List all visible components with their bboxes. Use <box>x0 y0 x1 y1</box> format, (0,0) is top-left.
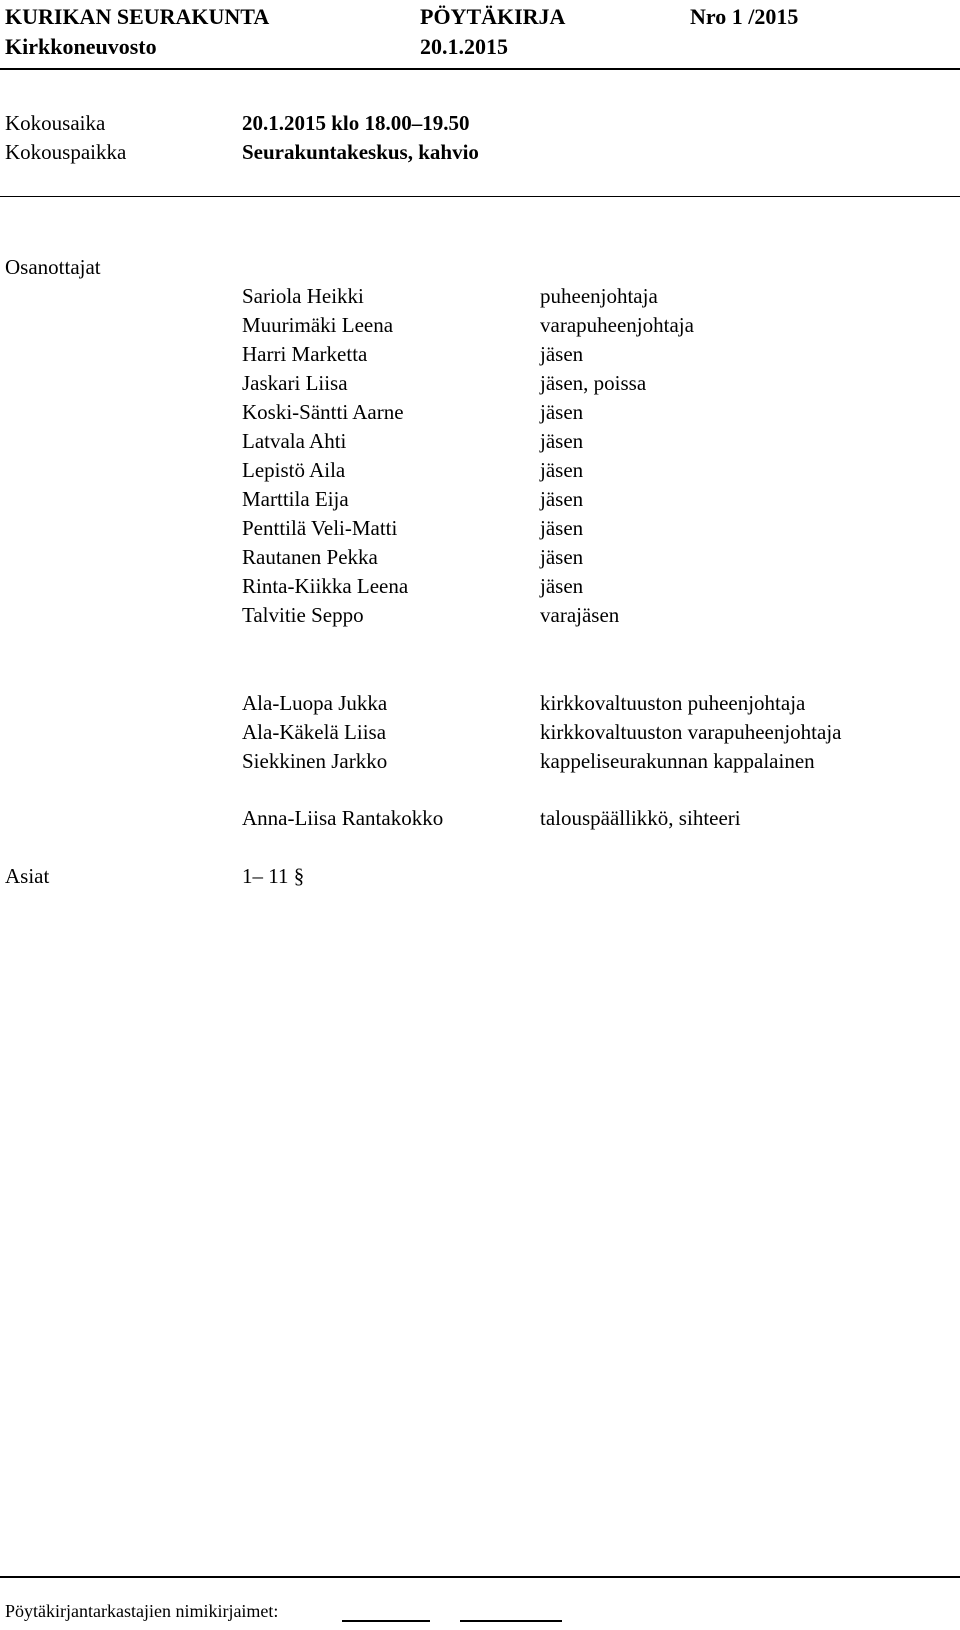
document-date: 20.1.2015 <box>420 34 508 59</box>
member-row <box>0 602 960 631</box>
secretary-name: Anna-Liisa Rantakokko <box>242 806 444 830</box>
meeting-place-value: Seurakuntakeskus, kahvio <box>242 140 479 164</box>
member-role: jäsen <box>540 458 584 482</box>
footer-rule <box>0 1576 960 1578</box>
member-role: jäsen, poissa <box>540 371 647 395</box>
attendee-name: Ala-Käkelä Liisa <box>242 720 387 744</box>
member-name: Penttilä Veli-Matti <box>242 516 398 540</box>
member-name: Jaskari Liisa <box>242 371 348 395</box>
meeting-rule <box>0 196 960 197</box>
member-role: jäsen <box>540 400 584 424</box>
member-row <box>0 341 960 370</box>
attendee-row <box>0 719 960 748</box>
meeting-place-label: Kokouspaikka <box>5 140 127 164</box>
member-row <box>0 515 960 544</box>
meeting-time-value: 20.1.2015 klo 18.00–19.50 <box>242 111 470 135</box>
member-role: jäsen <box>540 516 584 540</box>
matters-range: 1– 11 § <box>242 864 305 888</box>
member-row <box>0 457 960 486</box>
member-row <box>0 312 960 341</box>
secretary-role: talouspäällikkö, sihteeri <box>540 806 741 830</box>
member-role: jäsen <box>540 487 584 511</box>
attendee-role: kirkkovaltuuston varapuheenjohtaja <box>540 720 842 744</box>
member-role: jäsen <box>540 545 584 569</box>
member-role: jäsen <box>540 574 584 598</box>
attendee-role: kirkkovaltuuston puheenjohtaja <box>540 691 806 715</box>
member-role: varajäsen <box>540 603 620 627</box>
member-row <box>0 370 960 399</box>
member-role: puheenjohtaja <box>540 284 658 308</box>
org-name: KURIKAN SEURAKUNTA <box>5 4 270 29</box>
member-row <box>0 573 960 602</box>
document-type: PÖYTÄKIRJA <box>420 4 566 29</box>
member-role: varapuheenjohtaja <box>540 313 694 337</box>
signature-line-2[interactable] <box>460 1620 562 1622</box>
attendee-row <box>0 748 960 777</box>
document-number: Nro 1 /2015 <box>690 4 799 29</box>
attendee-name: Siekkinen Jarkko <box>242 749 388 773</box>
member-name: Latvala Ahti <box>242 429 347 453</box>
member-name: Rautanen Pekka <box>242 545 378 569</box>
member-row <box>0 486 960 515</box>
meeting-time-label: Kokousaika <box>5 111 106 135</box>
attendee-name: Ala-Luopa Jukka <box>242 691 388 715</box>
member-row <box>0 399 960 428</box>
member-name: Koski-Säntti Aarne <box>242 400 404 424</box>
attendee-row <box>0 690 960 719</box>
member-name: Rinta-Kiikka Leena <box>242 574 409 598</box>
governing-body: Kirkkoneuvosto <box>5 34 157 59</box>
member-row <box>0 428 960 457</box>
participants-label: Osanottajat <box>5 255 101 279</box>
matters-label: Asiat <box>5 864 50 888</box>
secretary-row <box>0 805 960 834</box>
signature-label: Pöytäkirjantarkastajien nimikirjaimet: <box>5 1601 279 1621</box>
member-name: Muurimäki Leena <box>242 313 394 337</box>
member-row <box>0 544 960 573</box>
member-name: Sariola Heikki <box>242 284 364 308</box>
member-row <box>0 283 960 312</box>
member-role: jäsen <box>540 342 584 366</box>
attendee-role: kappeliseurakunnan kappalainen <box>540 749 815 773</box>
member-name: Lepistö Aila <box>242 458 346 482</box>
member-name: Marttila Eija <box>242 487 349 511</box>
member-role: jäsen <box>540 429 584 453</box>
member-name: Talvitie Seppo <box>242 603 364 627</box>
member-name: Harri Marketta <box>242 342 368 366</box>
signature-line-1[interactable] <box>342 1620 430 1622</box>
header-rule <box>0 68 960 70</box>
